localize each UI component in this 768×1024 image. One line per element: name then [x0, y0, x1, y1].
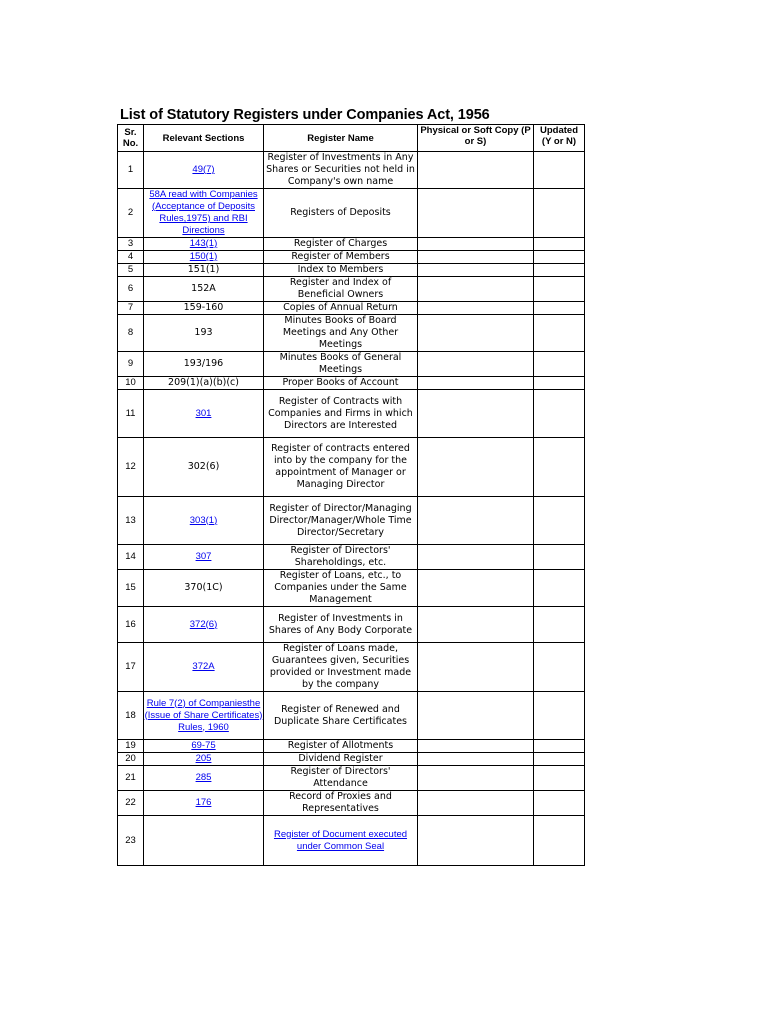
sr-no-cell: 9 [118, 352, 144, 377]
sr-no-cell: 17 [118, 643, 144, 692]
section-cell [144, 692, 264, 740]
register-name-cell [264, 264, 418, 277]
section-link[interactable]: 176 [195, 797, 212, 808]
section-cell [144, 607, 264, 643]
sr-no-cell: 22 [118, 791, 144, 816]
register-name-cell [264, 277, 418, 302]
table-row [118, 643, 585, 692]
register-name-cell [264, 570, 418, 607]
updated-cell [534, 692, 585, 740]
table-row [118, 238, 585, 251]
copy-type-cell [418, 740, 534, 753]
sr-no-cell: 23 [118, 816, 144, 866]
updated-cell [534, 791, 585, 816]
table-row [118, 264, 585, 277]
updated-cell [534, 315, 585, 352]
register-name-cell [264, 643, 418, 692]
table-row [118, 497, 585, 545]
register-name-cell [264, 545, 418, 570]
table-row [118, 390, 585, 438]
header-copy-type: Physical or Soft Copy (P or S) [418, 125, 534, 152]
register-name-cell [264, 315, 418, 352]
sr-no-cell: 2 [118, 189, 144, 238]
table-row [118, 352, 585, 377]
register-name-link[interactable]: Register of Document executed under Common Seal [273, 828, 408, 852]
copy-type-cell [418, 692, 534, 740]
register-name: Copies of Annual Return [283, 302, 398, 313]
sr-no-cell: 5 [118, 264, 144, 277]
updated-cell [534, 643, 585, 692]
copy-type-cell [418, 497, 534, 545]
copy-type-cell [418, 264, 534, 277]
sr-no-cell: 12 [118, 438, 144, 497]
section-cell [144, 497, 264, 545]
copy-type-cell [418, 791, 534, 816]
register-name: Index to Members [297, 264, 384, 275]
register-name-cell [264, 251, 418, 264]
sr-no-cell: 15 [118, 570, 144, 607]
register-name: Register of Charges [293, 238, 388, 249]
sr-no-cell: 11 [118, 390, 144, 438]
section-cell [144, 189, 264, 238]
register-name-cell [264, 152, 418, 189]
updated-cell [534, 377, 585, 390]
section-cell: 302(6) [144, 438, 264, 497]
table-row [118, 692, 585, 740]
section-cell: 209(1)(a)(b)(c) [144, 377, 264, 390]
register-name-cell [264, 302, 418, 315]
updated-cell [534, 545, 585, 570]
updated-cell [534, 277, 585, 302]
table-row [118, 766, 585, 791]
sr-no-cell: 16 [118, 607, 144, 643]
sr-no-cell: 14 [118, 545, 144, 570]
section-link[interactable]: 285 [195, 772, 212, 783]
copy-type-cell [418, 390, 534, 438]
section-link[interactable]: 303(1) [189, 514, 218, 526]
updated-cell [534, 264, 585, 277]
register-name: Register of Loans, etc., to Companies under the Same Management [274, 570, 407, 605]
copy-type-cell [418, 643, 534, 692]
table-row [118, 545, 585, 570]
table-row [118, 570, 585, 607]
register-name: Minutes Books of General Meetings [279, 352, 402, 375]
copy-type-cell [418, 753, 534, 766]
register-name-cell [264, 791, 418, 816]
copy-type-cell [418, 189, 534, 238]
section-link[interactable]: 69-75 [191, 740, 216, 751]
table-row [118, 277, 585, 302]
copy-type-cell [418, 251, 534, 264]
copy-type-cell [418, 570, 534, 607]
copy-type-cell [418, 816, 534, 866]
updated-cell [534, 352, 585, 377]
register-name-cell [264, 377, 418, 390]
header-sr-no: Sr. No. [118, 125, 144, 152]
table-row [118, 438, 585, 497]
section-cell: 370(1C) [144, 570, 264, 607]
updated-cell [534, 753, 585, 766]
sr-no-cell: 13 [118, 497, 144, 545]
section-cell [144, 238, 264, 251]
updated-cell [534, 438, 585, 497]
table-header-row [118, 125, 585, 152]
table-row [118, 251, 585, 264]
header-register-name: Register Name [264, 125, 418, 152]
register-name-cell [264, 766, 418, 791]
updated-cell [534, 766, 585, 791]
section-link[interactable]: 301 [195, 407, 212, 419]
section-cell: 151(1) [144, 264, 264, 277]
sr-no-cell: 7 [118, 302, 144, 315]
section-cell: 159-160 [144, 302, 264, 315]
updated-cell [534, 570, 585, 607]
register-name: Register of Investments in Shares of Any Body Corporate [268, 612, 413, 636]
register-name: Register of Director/Managing Director/Manager/Whole Time Director/Secretary [269, 502, 412, 538]
section-cell: 193/196 [144, 352, 264, 377]
updated-cell [534, 152, 585, 189]
table-row [118, 791, 585, 816]
register-name-cell [264, 238, 418, 251]
section-link[interactable]: 307 [195, 551, 212, 562]
updated-cell [534, 302, 585, 315]
register-name-cell [264, 607, 418, 643]
updated-cell [534, 497, 585, 545]
section-cell [144, 545, 264, 570]
table-row [118, 377, 585, 390]
table-row [118, 816, 585, 866]
copy-type-cell [418, 315, 534, 352]
register-name-cell [264, 740, 418, 753]
header-relevant-sections: Relevant Sections [144, 125, 264, 152]
section-link[interactable]: 205 [195, 753, 212, 764]
sr-no-cell: 8 [118, 315, 144, 352]
updated-cell [534, 740, 585, 753]
table-row [118, 189, 585, 238]
section-link[interactable]: 372(6) [189, 618, 218, 630]
section-cell: 193 [144, 315, 264, 352]
copy-type-cell [418, 302, 534, 315]
copy-type-cell [418, 545, 534, 570]
register-name: Register of Directors' Attendance [290, 766, 391, 789]
updated-cell [534, 251, 585, 264]
section-cell [144, 766, 264, 791]
section-cell [144, 390, 264, 438]
register-name: Proper Books of Account [282, 377, 399, 388]
register-name-cell [264, 816, 418, 866]
section-cell: 152A [144, 277, 264, 302]
register-name: Register of Renewed and Duplicate Share Certificates [273, 703, 407, 727]
table-row [118, 302, 585, 315]
table-row [118, 315, 585, 352]
register-name: Minutes Books of Board Meetings and Any Other Meetings [282, 315, 399, 350]
section-link[interactable]: Rule 7(2) of Companiesthe (Issue of Share Certificates) Rules, 1960 [144, 697, 263, 733]
sr-no-cell: 4 [118, 251, 144, 264]
sr-no-cell: 6 [118, 277, 144, 302]
register-name: Register of Investments in Any Shares or Securities not held in Company's own name [266, 152, 415, 187]
section-link[interactable]: 58A read with Companies (Acceptance of Deposits Rules,1975) and RBI Directions [149, 189, 258, 236]
register-name-cell [264, 352, 418, 377]
sr-no-cell: 1 [118, 152, 144, 189]
register-name: Record of Proxies and Representatives [289, 791, 392, 814]
register-name: Register of Loans made, Guarantees given, Securities provided or Investment made by the company [269, 643, 412, 690]
register-name: Dividend Register [298, 753, 383, 764]
register-name: Register of Directors' Shareholdings, etc. [290, 545, 391, 568]
table-row [118, 753, 585, 766]
table-row [118, 607, 585, 643]
table-row [118, 152, 585, 189]
sr-no-cell: 20 [118, 753, 144, 766]
header-updated: Updated (Y or N) [534, 125, 585, 152]
sr-no-cell: 10 [118, 377, 144, 390]
section-cell [144, 643, 264, 692]
section-cell [144, 791, 264, 816]
register-name: Register of contracts entered into by the company for the appointment of Manager or Managing Director [271, 443, 410, 490]
sr-no-cell: 19 [118, 740, 144, 753]
register-name-cell [264, 497, 418, 545]
register-name: Register of Allotments [287, 740, 394, 751]
registers-table [117, 124, 585, 866]
section-link[interactable]: 372A [192, 661, 215, 672]
register-name: Register of Contracts with Companies and Firms in which Directors are Interested [268, 395, 413, 431]
updated-cell [534, 816, 585, 866]
register-name: Registers of Deposits [290, 207, 391, 218]
register-name: Register and Index of Beneficial Owners [289, 277, 392, 300]
copy-type-cell [418, 277, 534, 302]
updated-cell [534, 238, 585, 251]
table-row [118, 740, 585, 753]
section-cell [144, 251, 264, 264]
copy-type-cell [418, 607, 534, 643]
copy-type-cell [418, 152, 534, 189]
page-title: List of Statutory Registers under Companies Act, 1956 [120, 107, 490, 123]
copy-type-cell [418, 238, 534, 251]
sr-no-cell: 3 [118, 238, 144, 251]
sr-no-cell: 18 [118, 692, 144, 740]
updated-cell [534, 607, 585, 643]
copy-type-cell [418, 352, 534, 377]
copy-type-cell [418, 766, 534, 791]
section-cell [144, 740, 264, 753]
copy-type-cell [418, 377, 534, 390]
updated-cell [534, 189, 585, 238]
section-link[interactable]: 143(1) [189, 238, 218, 249]
register-name-cell [264, 390, 418, 438]
updated-cell [534, 390, 585, 438]
section-link[interactable]: 49(7) [192, 164, 215, 175]
section-cell [144, 816, 264, 866]
register-name: Register of Members [291, 251, 390, 262]
copy-type-cell [418, 438, 534, 497]
section-cell [144, 753, 264, 766]
register-name-cell [264, 438, 418, 497]
section-link[interactable]: 150(1) [189, 251, 218, 262]
register-name-cell [264, 753, 418, 766]
section-cell [144, 152, 264, 189]
register-name-cell [264, 189, 418, 238]
register-name-cell [264, 692, 418, 740]
sr-no-cell: 21 [118, 766, 144, 791]
